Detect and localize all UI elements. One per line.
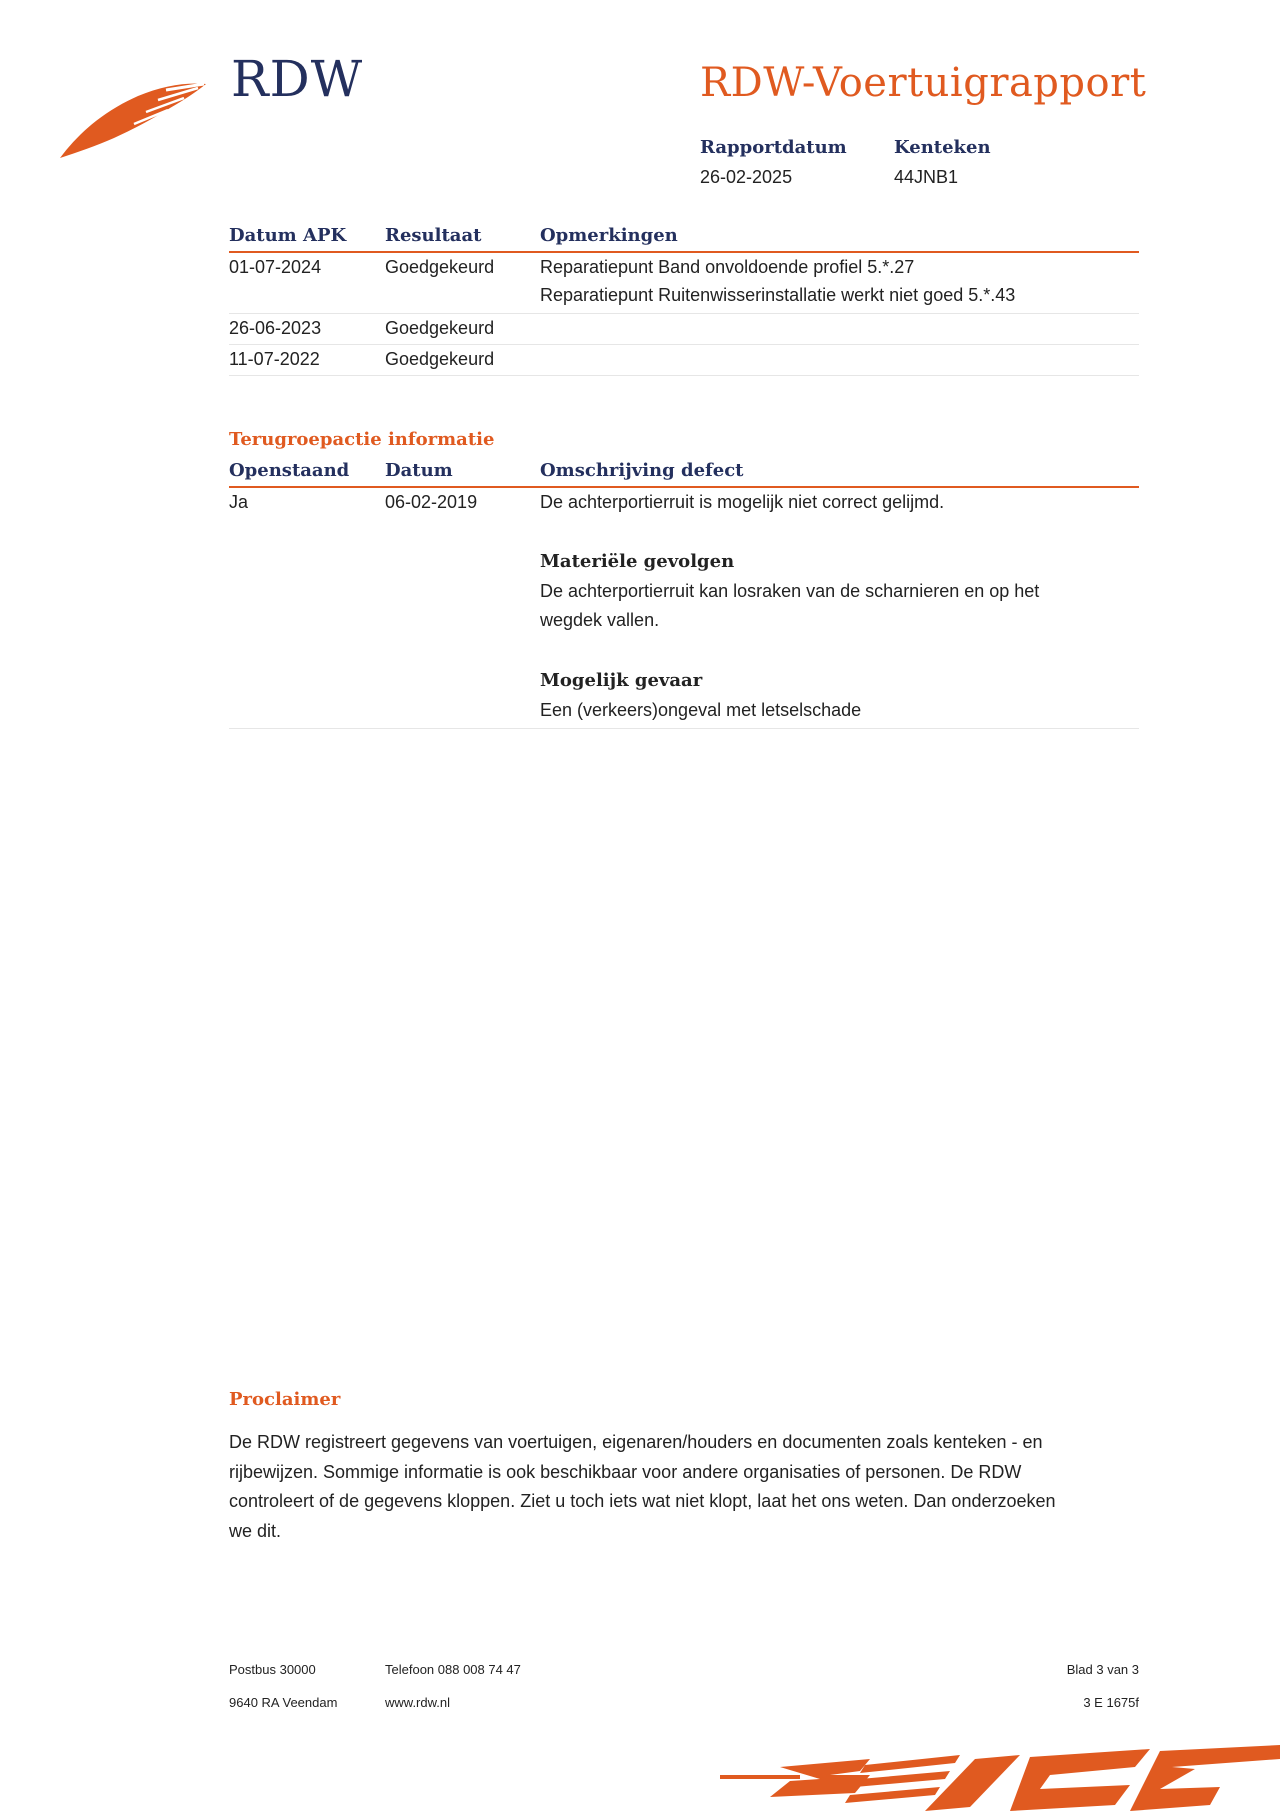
recall-table <box>229 458 1139 729</box>
footer-code: 3 E 1675f <box>1083 1695 1139 1710</box>
recall-header-description: Omschrijving defect <box>540 460 744 481</box>
recall-date: 06-02-2019 <box>385 492 478 512</box>
apk-date: 26-06-2023 <box>229 318 322 338</box>
apk-result: Goedgekeurd <box>385 318 495 338</box>
rdw-wing-logo-icon <box>58 82 208 160</box>
logo-text: RDW <box>231 50 364 108</box>
plate-label: Kenteken <box>894 137 991 158</box>
recall-header-date: Datum <box>385 460 453 481</box>
apk-header-date: Datum APK <box>229 225 347 246</box>
proclaimer-title: Proclaimer <box>229 1389 341 1410</box>
report-date-label: Rapportdatum <box>700 137 847 158</box>
recall-description: De achterportierruit is mogelijk niet correct gelijmd. <box>540 492 945 512</box>
recall-header-row <box>229 458 1139 488</box>
apk-date: 01-07-2024 <box>229 257 322 277</box>
proclaimer-text <box>229 1428 1129 1546</box>
table-row <box>229 253 1139 314</box>
table-row <box>229 345 1139 376</box>
apk-result: Goedgekeurd <box>385 349 495 369</box>
consequences-label: Materiële gevolgen <box>540 551 735 572</box>
proclaimer-line: controleert of de gegevens kloppen. Ziet u toch iets wat niet klopt, laat het ons weten. Dan onderzoeken <box>229 1491 1056 1511</box>
proclaimer-line: De RDW registreert gegevens van voertuigen, eigenaren/houders en documenten zoals kenteken - en <box>229 1432 1043 1452</box>
danger-label: Mogelijk gevaar <box>540 670 703 691</box>
rdw-stripes-mark-icon <box>720 1745 1280 1812</box>
apk-date: 11-07-2022 <box>229 349 320 369</box>
footer-website[interactable]: www.rdw.nl <box>385 1695 451 1710</box>
recall-open: Ja <box>229 492 249 512</box>
recall-section-title: Terugroepactie informatie <box>229 429 495 450</box>
plate-value: 44JNB1 <box>894 167 959 187</box>
apk-header-row <box>229 223 1139 253</box>
proclaimer-line: rijbewijzen. Sommige informatie is ook beschikbaar voor andere organisaties of personen. De RDW <box>229 1461 1022 1482</box>
apk-remark: Reparatiepunt Band onvoldoende profiel 5.*.27 <box>540 257 915 277</box>
danger-text: Een (verkeers)ongeval met letselschade <box>540 700 862 720</box>
table-row <box>229 314 1139 345</box>
apk-header-remarks: Opmerkingen <box>540 225 678 246</box>
footer-page: Blad 3 van 3 <box>1066 1662 1139 1677</box>
recall-header-open: Openstaand <box>229 460 350 481</box>
consequences-line: wegdek vallen. <box>540 610 660 630</box>
apk-result: Goedgekeurd <box>385 257 495 277</box>
table-row <box>229 488 1139 729</box>
apk-table <box>229 223 1139 376</box>
footer-po-box: Postbus 30000 <box>229 1662 316 1677</box>
apk-remark: Reparatiepunt Ruitenwisserinstallatie werkt niet goed 5.*.43 <box>540 285 1016 305</box>
proclaimer-line: we dit. <box>229 1520 282 1541</box>
report-date-value: 26-02-2025 <box>700 167 793 187</box>
footer-phone: Telefoon 088 008 74 47 <box>385 1662 521 1677</box>
report-title: RDW-Voertuigrapport <box>700 60 1147 106</box>
footer-city: 9640 RA Veendam <box>229 1695 338 1710</box>
consequences-line: De achterportierruit kan losraken van de scharnieren en op het <box>540 581 1040 601</box>
apk-header-result: Resultaat <box>385 225 482 246</box>
